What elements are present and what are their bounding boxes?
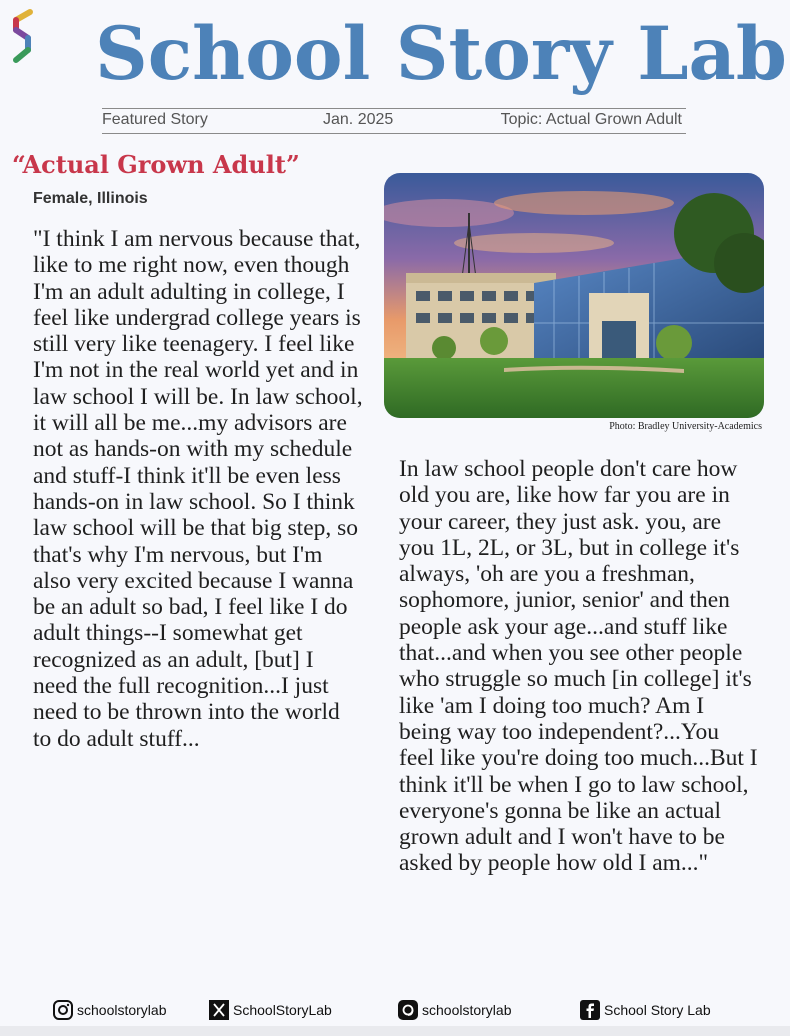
instagram-handle: schoolstorylab [77, 1002, 167, 1018]
facebook-icon [580, 1000, 600, 1020]
instagram-link[interactable] [53, 1000, 167, 1020]
brand-logo-icon [8, 6, 36, 68]
story-quote-part-1: "I think I am nervous because that, like to me right now, even though I'm an adult adulting in college, I feel like undergrad college years is still very like teenagery. I feel like I'm not in the real world yet and in law school I will be. In law school, it will all be me...my advisors are not as hands-on with my schedule and stuff-I think it'll be even less hands-on in law school. So I think law school will be that big step, so that's why I'm nervous, but I'm also very excited because I wanna be an adult so bad, I feel like I do adult things--I somewhat get recognized as an adult, [but] I need the full recognition...I just need to be thrown into the world to do adult stuff... [33, 226, 363, 752]
issue-date: Jan. 2025 [323, 111, 394, 128]
instagram-icon [53, 1000, 73, 1020]
x-link[interactable] [209, 1000, 332, 1020]
x-icon [209, 1000, 229, 1020]
featured-label: Featured Story [102, 111, 208, 128]
story-quote-part-2: In law school people don't care how old you are, like how far you are in your career, they just ask. you, are you 1L, 2L, or 3L, but in college it's always, 'oh are you a freshman, sophomore, junior, senior' and then people ask your age...and stuff like that...and when you see other people who struggle so much [in college] it's like 'am I doing too much? Am I being way too independent?...You feel like you're doing too much...But I think it'll be when I go to law school, everyone's gonna be like an actual grown adult and I won't have to be asked by people how old I am..." [399, 456, 758, 877]
facebook-handle: School Story Lab [604, 1002, 711, 1018]
story-byline: Female, Illinois [33, 190, 148, 207]
photo-caption: Photo: Bradley University-Academics [609, 421, 762, 432]
threads-link[interactable] [398, 1000, 512, 1020]
masthead-title: School Story Lab [95, 11, 787, 97]
social-footer [0, 996, 790, 1024]
facebook-link[interactable] [580, 1000, 711, 1020]
threads-handle: schoolstorylab [422, 1002, 512, 1018]
bottom-strip [0, 1026, 790, 1036]
story-title: “Actual Grown Adult” [12, 150, 300, 179]
campus-building-photo [384, 173, 764, 418]
threads-icon [398, 1000, 418, 1020]
meta-bar [102, 108, 686, 134]
x-handle: SchoolStoryLab [233, 1002, 332, 1018]
topic-label: Topic: Actual Grown Adult [500, 111, 682, 128]
